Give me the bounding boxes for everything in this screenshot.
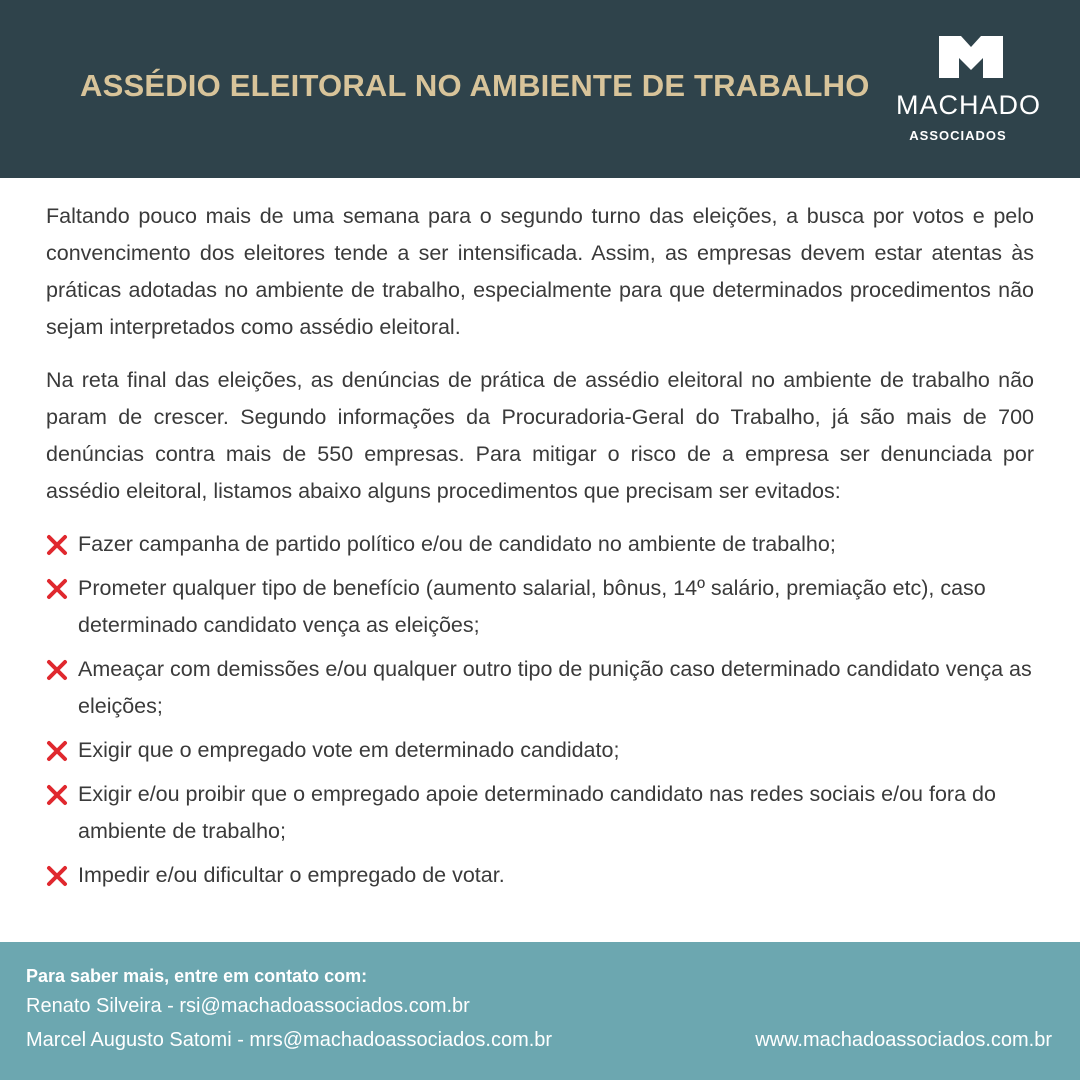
paragraph-intro: Faltando pouco mais de uma semana para o segundo turno das eleições, a busca por votos e pelo convencimento dos eleitores tende a ser intensificada. Assim, as empresas devem estar atentas às práticas adotadas no ambiente de trabalho, especialmente para que determinados procedimentos não sejam interpretados como assédio eleitoral. [46,204,1034,339]
cross-mark-icon [46,776,78,813]
list-item [46,651,1034,725]
list-item-text: Exigir e/ou proibir que o empregado apoie determinado candidato nas redes sociais e/ou fora do ambiente de trabalho; [78,782,996,843]
logo-name: MACHADO [896,90,1042,120]
page-title: ASSÉDIO ELEITORAL NO AMBIENTE DE TRABALHO [80,68,870,103]
article-body [46,198,1034,901]
logo-subtitle: ASSOCIADOS [909,128,1007,143]
list-item-text: Fazer campanha de partido político e/ou de candidato no ambiente de trabalho; [78,532,836,556]
list-item [46,570,1034,644]
website-link[interactable]: www.machadoassociados.com.br [755,1029,1052,1051]
practices-to-avoid-list [46,526,1034,894]
list-item [46,776,1034,850]
footer-banner [0,942,1080,1080]
list-item-text: Exigir que o empregado vote em determinado candidato; [78,738,620,762]
logo-m-icon [939,36,1003,78]
list-item-text: Prometer qualquer tipo de benefício (aumento salarial, bônus, 14º salário, premiação etc), caso determinado candidato vença as eleições; [78,576,986,637]
paragraph-context: Na reta final das eleições, as denúncias de prática de assédio eleitoral no ambiente de trabalho não param de crescer. Segundo informações da Procuradoria-Geral do Trabalho, já são mais de 700 denúncias contra mais de 550 empresas. Para mitigar o risco de a empresa ser denunciada por assédio eleitoral, listamos abaixo alguns procedimentos que precisam ser evitados: [46,368,1034,503]
list-item-text: Ameaçar com demissões e/ou qualquer outro tipo de punição caso determinado candidato vença as eleições; [78,657,1032,718]
footer-heading: Para saber mais, entre em contato com: [26,966,368,986]
cross-mark-icon [46,732,78,769]
cross-mark-icon [46,526,78,563]
list-item [46,732,1034,769]
header-banner [0,0,1080,178]
cross-mark-icon [46,570,78,607]
contact-marcel[interactable]: Marcel Augusto Satomi - mrs@machadoassociados.com.br [26,1029,553,1051]
cross-mark-icon [46,651,78,688]
list-item [46,857,1034,894]
contact-renato[interactable]: Renato Silveira - rsi@machadoassociados.com.br [26,995,470,1017]
company-logo [896,34,1042,146]
cross-mark-icon [46,857,78,894]
list-item [46,526,1034,563]
list-item-text: Impedir e/ou dificultar o empregado de votar. [78,863,505,887]
